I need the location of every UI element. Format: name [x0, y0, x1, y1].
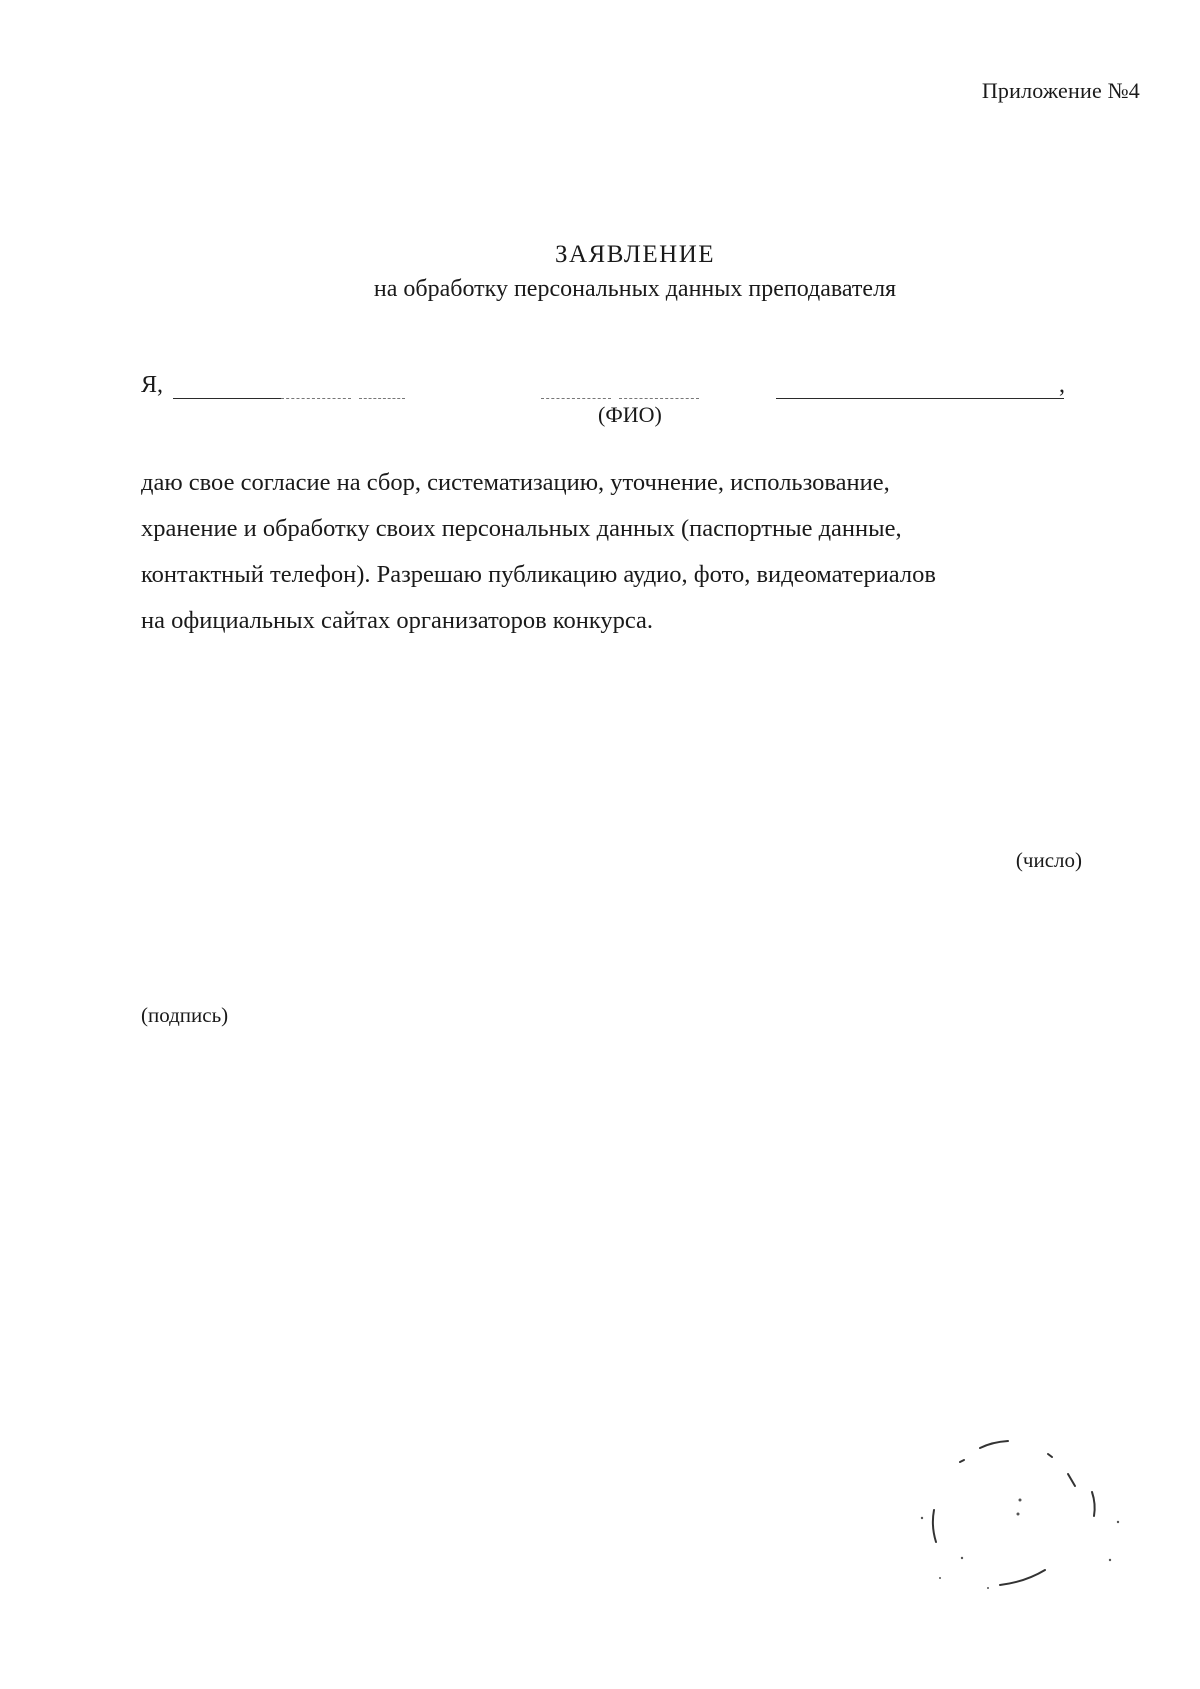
consent-text-line: на официальных сайтах организаторов конкурса.	[141, 607, 654, 634]
name-underline-segment	[173, 398, 281, 399]
stamp-dot	[1109, 1559, 1111, 1561]
name-underline-segment	[776, 398, 1064, 399]
stamp-stroke	[1048, 1454, 1052, 1457]
stamp-dot	[921, 1517, 923, 1519]
stamp-stroke	[1068, 1474, 1075, 1486]
faint-stamp-marks	[900, 1420, 1140, 1620]
stamp-dot	[1017, 1513, 1020, 1516]
name-underline-segment	[619, 398, 699, 399]
stamp-dot	[987, 1587, 989, 1589]
consent-text-line: даю свое согласие на сбор, систематизацию, уточнение, использование,	[141, 469, 890, 496]
stamp-dot	[939, 1577, 941, 1579]
name-underline-segment	[281, 398, 351, 399]
title-block	[0, 238, 1200, 306]
appendix-label: Приложение №4	[981, 78, 1140, 103]
stamp-stroke	[1092, 1492, 1095, 1516]
stamp-stroke	[980, 1441, 1008, 1448]
fio-caption: (ФИО)	[598, 402, 662, 427]
date-caption: (число)	[1015, 848, 1082, 872]
consent-text-line: хранение и обработку своих персональных данных (паспортные данные,	[141, 515, 902, 542]
name-underline-segment	[359, 398, 405, 399]
stamp-stroke	[1000, 1570, 1045, 1585]
stamp-dot	[961, 1557, 963, 1559]
consent-text-line: контактный телефон). Разрешаю публикацию аудио, фото, видеоматериалов	[141, 561, 936, 588]
consent-text	[141, 460, 1081, 644]
stamp-stroke	[933, 1510, 936, 1542]
document-subtitle: на обработку персональных данных преподавателя	[373, 276, 897, 302]
signature-caption: (подпись)	[141, 1003, 229, 1027]
name-underline-segment	[541, 398, 611, 399]
document-title: ЗАЯВЛЕНИЕ	[554, 241, 716, 268]
stamp-stroke	[960, 1460, 964, 1462]
name-prefix: Я,	[141, 372, 164, 398]
name-comma: ,	[1059, 372, 1065, 398]
stamp-dot	[1117, 1521, 1119, 1523]
stamp-dot	[1019, 1499, 1022, 1502]
